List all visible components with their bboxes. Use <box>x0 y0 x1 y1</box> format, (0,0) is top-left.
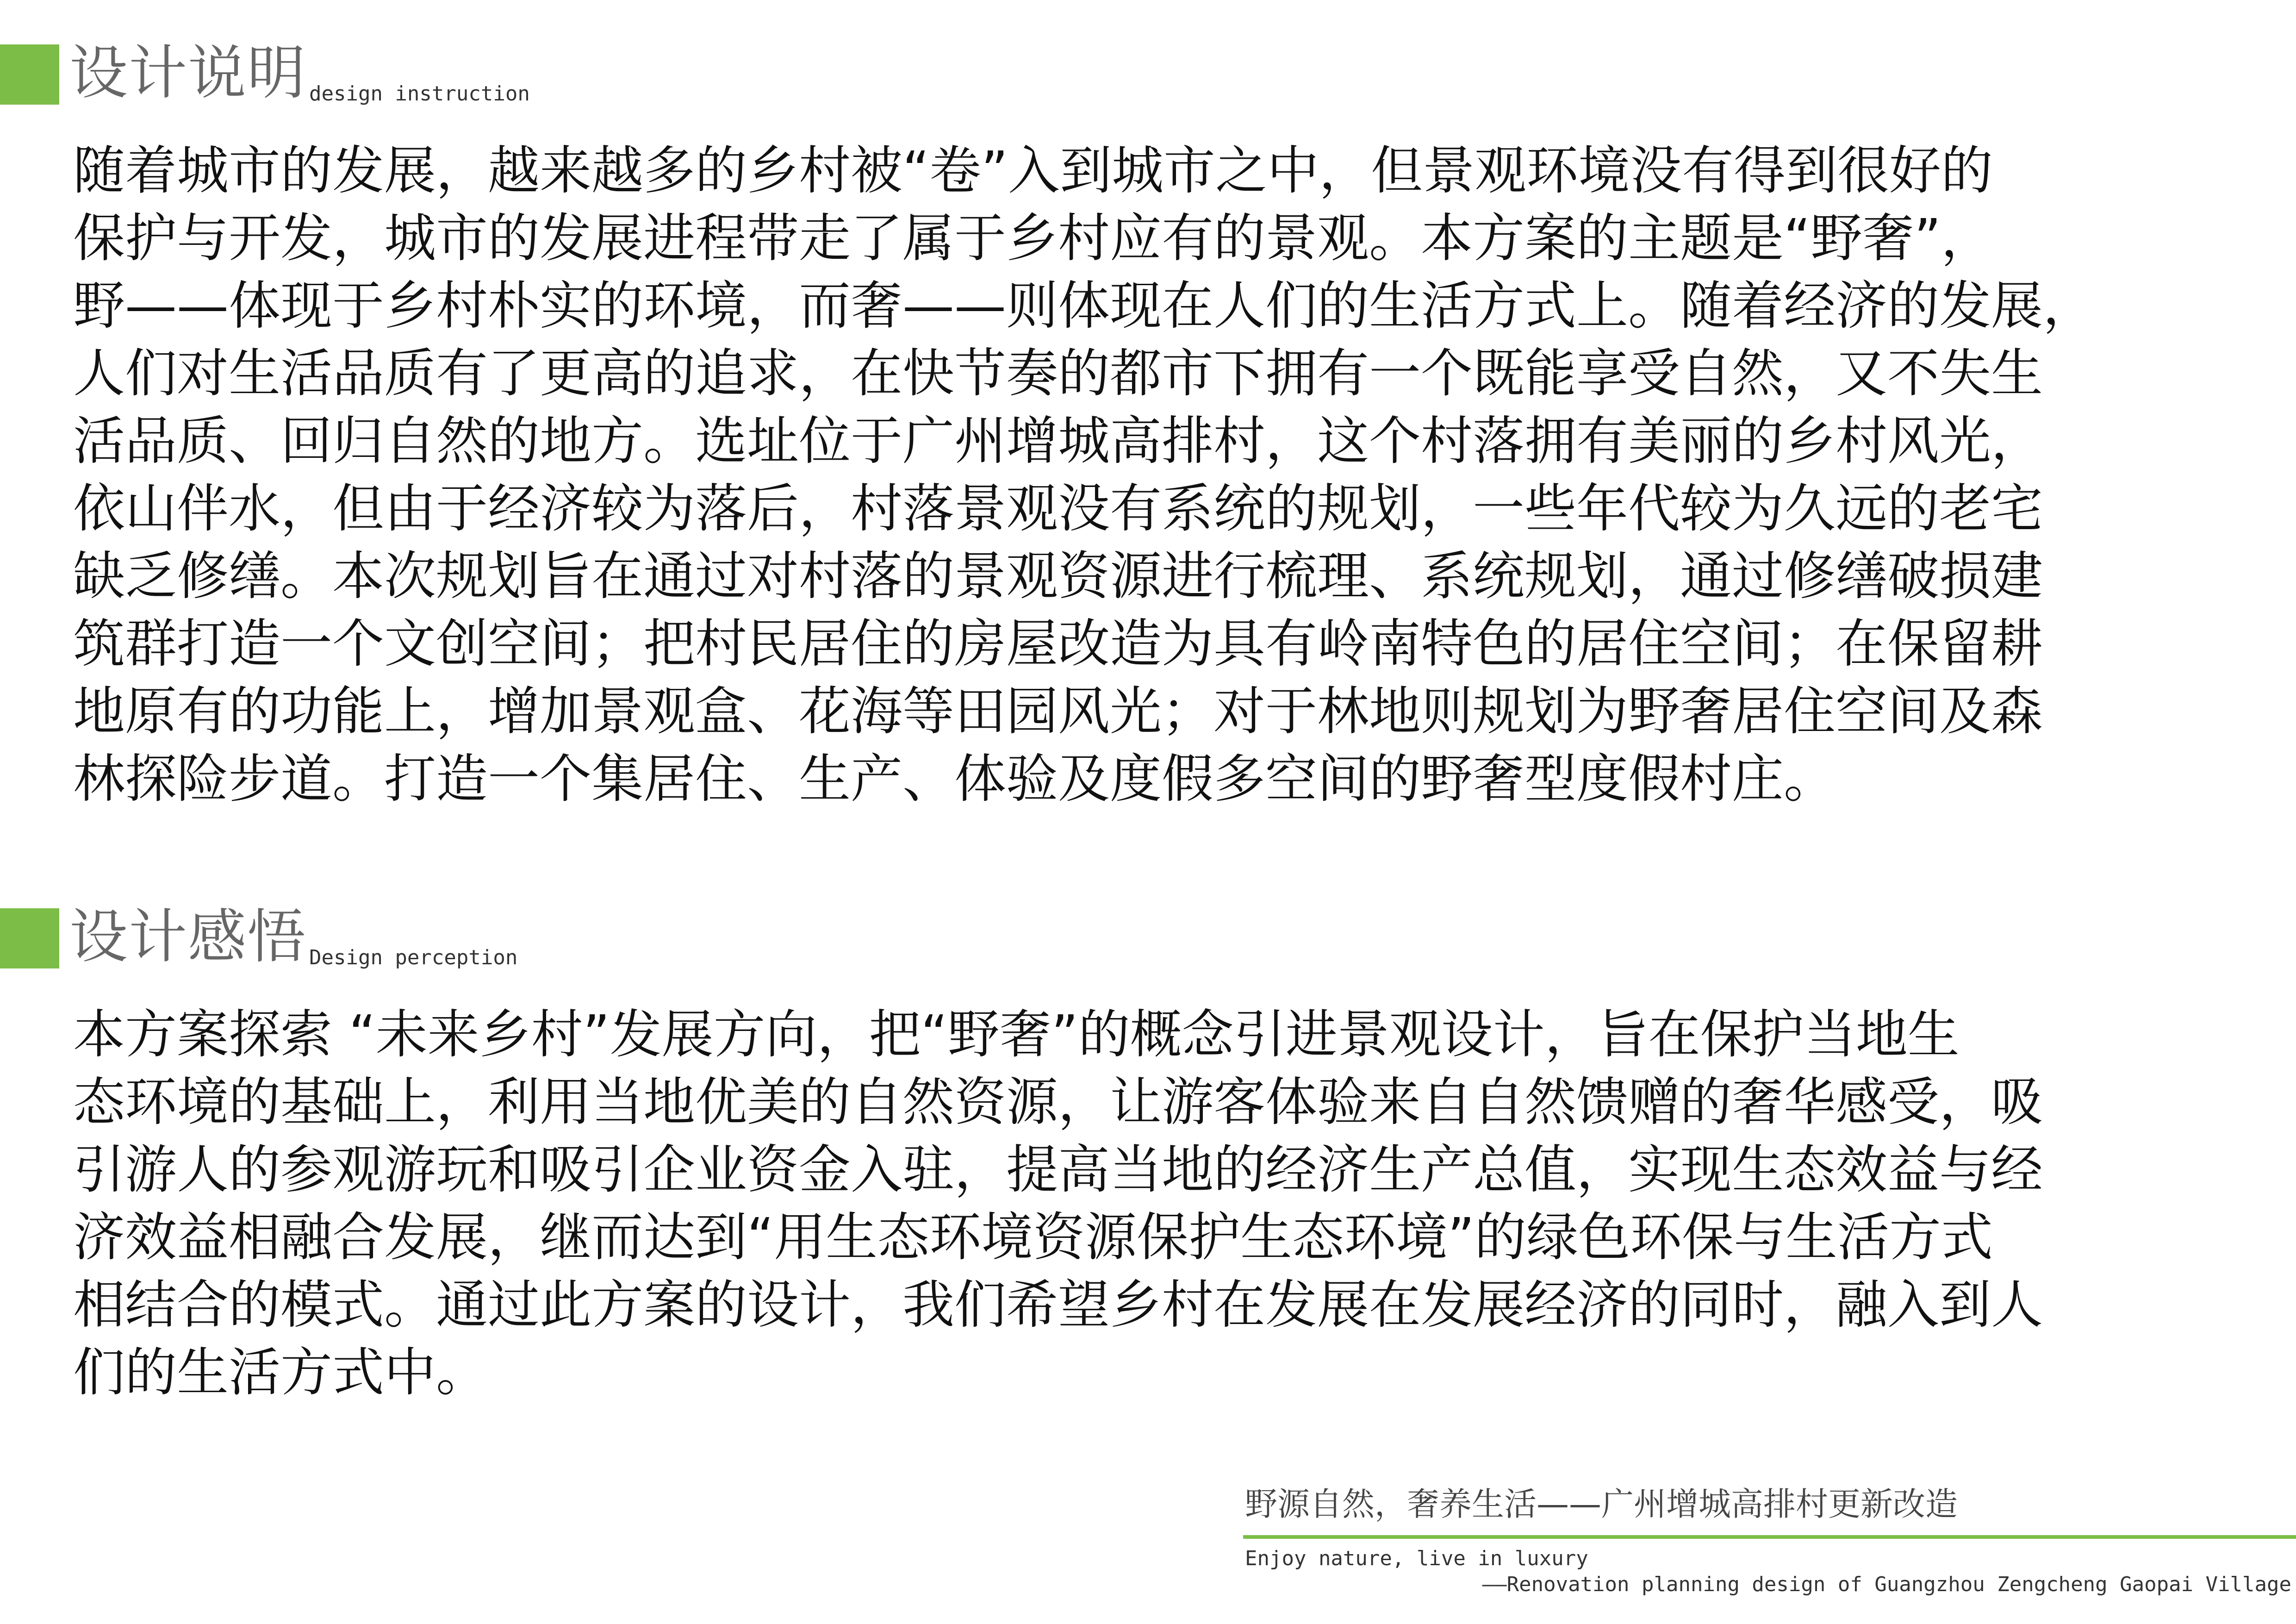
section-subtitle: design instruction <box>309 82 530 106</box>
perception-paragraph <box>73 1001 2248 1406</box>
page-footer <box>1243 1483 2296 1624</box>
paragraph-line: 态环境的基础上，利用当地优美的自然资源，让游客体验来自自然馈赠的奢华感受，吸 <box>73 1072 2043 1132</box>
design-instruction-section <box>0 39 2296 809</box>
section-title: 设计感悟 <box>69 903 306 971</box>
section-subtitle: Design perception <box>309 946 518 969</box>
green-marker-block <box>0 44 59 105</box>
paragraph-line: 随着城市的发展，越来越多的乡村被“卷”入到城市之中，但景观环境没有得到很好的 <box>73 141 1993 201</box>
paragraph-line: 们的生活方式中。 <box>73 1343 488 1403</box>
footer-title: 野源自然，奢养生活——广州增城高排村更新改造 <box>1245 1485 1958 1523</box>
green-marker-block <box>0 908 59 968</box>
paragraph-line: 济效益相融合发展，继而达到“用生态环境资源保护生态环境”的绿色环保与生活方式 <box>73 1207 1993 1268</box>
paragraph-line: 人们对生活品质有了更高的追求，在快节奏的都市下拥有一个既能享受自然，又不失生 <box>73 344 2043 404</box>
paragraph-line: 缺乏修缮。本次规划旨在通过对村落的景观资源进行梳理、系统规划，通过修缮破损建 <box>73 546 2043 606</box>
paragraph-line: 本方案探索 “未来乡村”发展方向，把“野奢”的概念引进景观设计，旨在保护当地生 <box>73 1005 1960 1065</box>
paragraph-line: 保护与开发，城市的发展进程带走了属于乡村应有的景观。本方案的主题是“野奢”， <box>73 208 1993 269</box>
paragraph-line: 筑群打造一个文创空间；把村民居住的房屋改造为具有岭南特色的居住空间；在保留耕 <box>73 614 2043 674</box>
section-title: 设计说明 <box>69 39 306 107</box>
instruction-paragraph <box>73 137 2248 813</box>
paragraph-line: 野——体现于乡村朴实的环境，而奢——则体现在人们的生活方式上。随着经济的发展， <box>73 276 2095 336</box>
footer-divider <box>1243 1535 2296 1539</box>
paragraph-line: 相结合的模式。通过此方案的设计，我们希望乡村在发展在发展经济的同时，融入到人 <box>73 1275 2043 1335</box>
paragraph-line: 引游人的参观游玩和吸引企业资金入驻，提高当地的经济生产总值，实现生态效益与经 <box>73 1140 2043 1200</box>
paragraph-line: 地原有的功能上，增加景观盒、花海等田园风光；对于林地则规划为野奢居住空间及森 <box>73 681 2043 742</box>
section-heading <box>0 39 2296 109</box>
paragraph-line: 活品质、回归自然的地方。选址位于广州增城高排村，这个村落拥有美丽的乡村风光， <box>73 411 2043 471</box>
footer-english-project: ——Renovation planning design of Guangzhou Zengcheng Gaopai Village <box>1482 1573 2291 1596</box>
design-perception-section <box>0 903 2296 1403</box>
paragraph-line: 林探险步道。打造一个集居住、生产、体验及度假多空间的野奢型度假村庄。 <box>73 749 1836 809</box>
paragraph-line: 依山伴水，但由于经济较为落后，村落景观没有系统的规划，一些年代较为久远的老宅 <box>73 479 2043 539</box>
section-heading <box>0 903 2296 973</box>
footer-english-tagline: Enjoy nature, live in luxury <box>1245 1547 1588 1570</box>
